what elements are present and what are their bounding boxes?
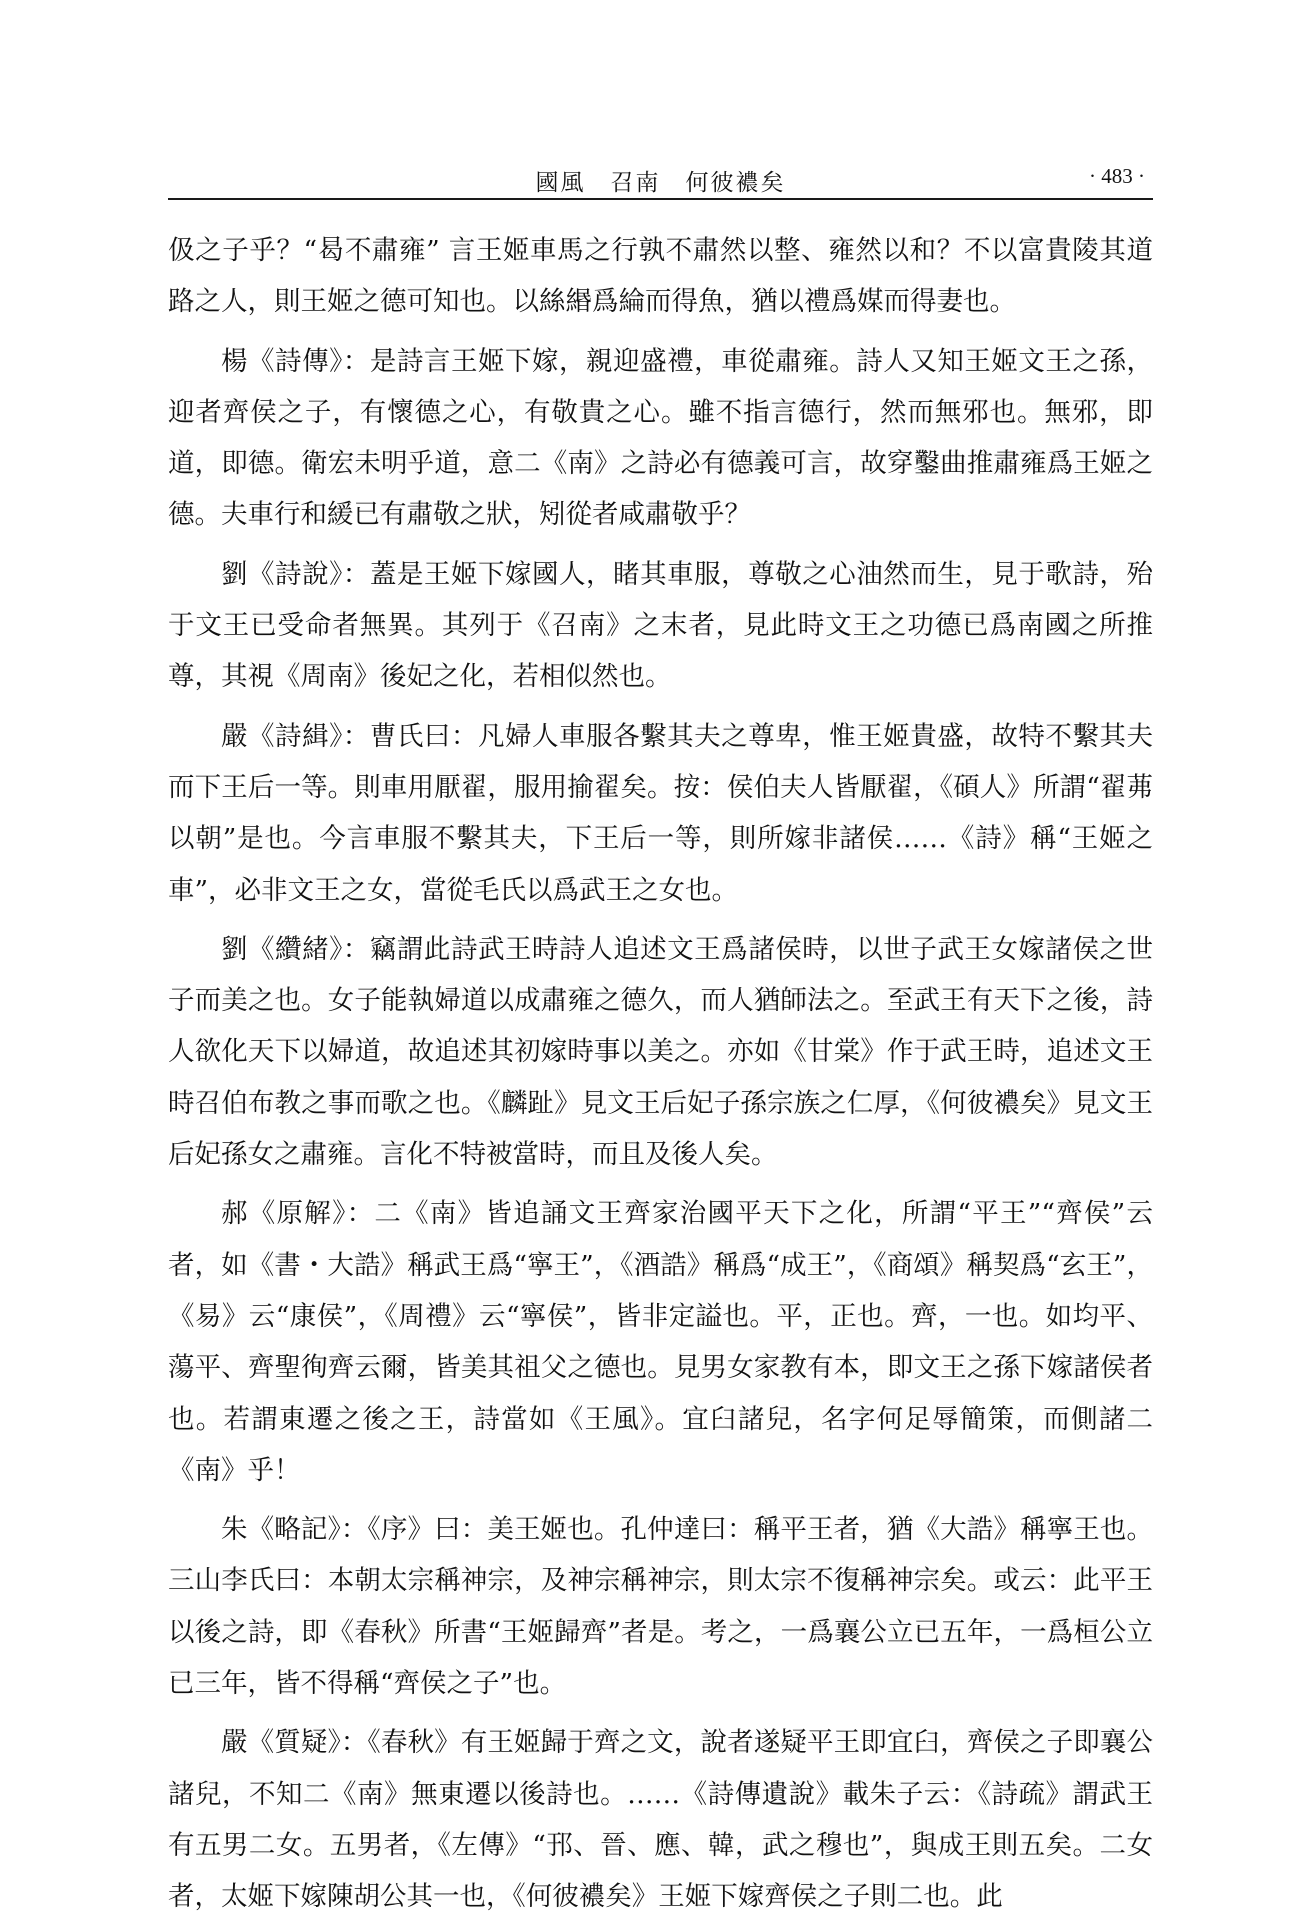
paragraph-yan-shiji: 嚴《詩緝》：曹氏曰：凡婦人車服各繫其夫之尊卑，惟王姬貴盛，故特不繫其夫而下王后一等。則車用厭翟，服用揄翟矣。按：侯伯夫人皆厭翟，《碩人》所謂“翟茀以朝”是也。今言車服不繫其夫，下王后一等，則所嫁非諸侯……《詩》稱“王姬之車”，必非文王之女，當從毛氏以爲武王之女也。: [168, 720, 1153, 906]
paragraph-yan-zhiyi: 嚴《質疑》：《春秋》有王姬歸于齊之文，說者遂疑平王即宜臼，齊侯之子即襄公諸兒，不知二《南》無東遷以後詩也。……《詩傳遺說》載朱子云：《詩疏》謂武王有五男二女。五男者，《左傳》“邘、晉、應、韓，武之穆也”，與成王則五矣。二女者，太姬下嫁陳胡公其一也，《何彼襛矣》王姬下嫁齊侯之子則二也。此: [168, 1727, 1153, 1913]
paragraph-zhu-lueji: 朱《略記》：《序》曰：美王姬也。孔仲達曰：稱平王者，猶《大誥》稱寧王也。三山李氏曰：本朝太宗稱神宗，及神宗稱神宗，則太宗不復稱神宗矣。或云：此平王以後之詩，即《春秋》所書“王姬歸齊”者是。考之，一爲襄公立已五年，一爲桓公立已三年，皆不得稱“齊侯之子”也。: [168, 1514, 1153, 1700]
paragraph-liu-zuanxu: 劉《纘緒》：竊謂此詩武王時詩人追述文王爲諸侯時，以世子武王女嫁諸侯之世子而美之也。女子能執婦道以成肅雍之德久，而人猶師法之。至武王有天下之後，詩人欲化天下以婦道，故追述其初嫁時事以美之。亦如《甘棠》作于武王時，追述文王時召伯布教之事而歌之也。《麟趾》見文王后妃子孫宗族之仁厚，《何彼襛矣》見文王后妃孫女之肅雍。言化不特被當時，而且及後人矣。: [168, 933, 1153, 1171]
paragraph-continuation: 伋之子乎？“曷不肅雍” 言王姬車馬之行孰不肅然以整、雍然以和？不以富貴陵其道路之人，則王姬之德可知也。以絲緡爲綸而得魚，猶以禮爲媒而得妻也。: [168, 235, 1153, 318]
body-text: [168, 225, 1153, 1931]
paragraph-yang-shizhuan: 楊《詩傳》：是詩言王姬下嫁，親迎盛禮，車從肅雍。詩人又知王姬文王之孫，迎者齊侯之子，有懷德之心，有敬貴之心。雖不指言德行，然而無邪也。無邪，即道，即德。衛宏未明乎道，意二《南》之詩必有德義可言，故穿鑿曲推肅雍爲王姬之德。夫車行和緩已有肅敬之狀，矧從者咸肅敬乎？: [168, 345, 1153, 531]
header-rule: [168, 198, 1153, 200]
running-header-title: 國風 召南 何彼襛矣: [535, 170, 786, 196]
page-number: · 483 ·: [1089, 164, 1145, 188]
paragraph-hao-yuanjie: 郝《原解》：二《南》皆追誦文王齊家治國平天下之化，所謂“平王”“齊侯”云者，如《書・大誥》稱武王爲“寧王”，《酒誥》稱爲“成王”，《商頌》稱契爲“玄王”，《易》云“康侯”，《周禮》云“寧侯”，皆非定謚也。平，正也。齊，一也。如均平、蕩平、齊聖徇齊云爾，皆美其祖父之德也。見男女家教有本，即文王之孫下嫁諸侯者也。若謂東遷之後之王，詩當如《王風》。宜臼諸兒，名字何足辱簡策，而側諸二《南》乎！: [168, 1198, 1153, 1486]
running-header: [168, 158, 1153, 198]
paragraph-liu-shishuo: 劉《詩說》：蓋是王姬下嫁國人，睹其車服，尊敬之心油然而生，見于歌詩，殆于文王已受命者無異。其列于《召南》之末者，見此時文王之功德已爲南國之所推尊，其視《周南》後妃之化，若相似然也。: [168, 558, 1153, 693]
